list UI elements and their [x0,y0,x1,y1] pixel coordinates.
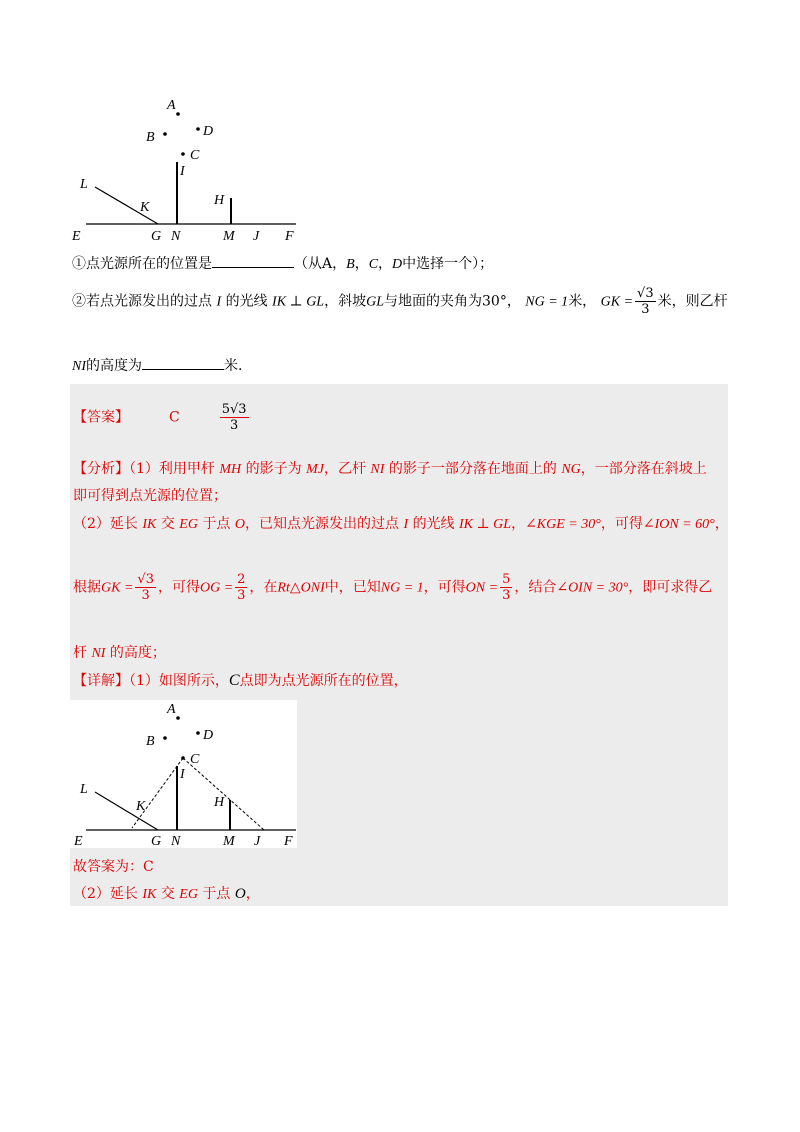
fig2-label-G: G [151,834,162,848]
fig2-label-E: E [74,834,83,848]
fig2-label-I: I [180,767,185,782]
analysis-line-1: 【分析】（1）利用甲杆 MH 的影子为 MJ，乙杆 NI 的影子一部分落在地面上的 NG，一部分落在斜坡上 [73,461,707,477]
fig2-label-M: M [223,834,235,848]
detail-line-2: （2）延长 IK 交 EG 于点 O， [73,886,260,902]
analysis-line-4: 根据GK = $\frac{√3}{3}$ ，可得OG = $\frac{2}{3}$ ，在Rt△ONI中，已知NG = 1，可得ON = $\frac{5}{3}$ ，结合∠OIN = 30°，即可求得乙 [73,572,713,603]
fig2-label-L: L [80,782,88,797]
figure-2 [70,700,297,848]
label-E: E [72,229,81,242]
label-N: N [171,229,181,242]
fig2-label-F: F [284,834,293,848]
analysis-line-2: 即可得到点光源的位置； [73,488,227,504]
analysis-line-5: 杆 NI 的高度； [73,645,166,661]
fig2-label-A: A [167,702,176,717]
label-K: K [140,200,150,215]
label-A: A [167,98,176,113]
label-H: H [214,193,225,208]
detail-line-1: 【详解】（1）如图所示，C点即为点光源所在的位置， [73,672,408,689]
label-F: F [285,229,294,242]
label-G: G [151,229,162,242]
analysis-line-3: （2）延长 IK 交 EG 于点 O，已知点光源发出的过点 I 的光线 IK ⊥ GL，∠KGE = 30°，可得∠ION = 60°， [73,516,729,532]
label-D: D [203,124,214,139]
question-1: ①点光源所在的位置是 （从A，B，C，D中选择一个）； [72,253,493,275]
label-J: J [253,229,260,242]
figure-1 [70,92,310,242]
fig2-label-B: B [146,734,155,749]
question-2-line2: NI的高度为 米. [72,355,242,377]
label-C: C [190,148,200,163]
label-L: L [80,177,88,192]
answer-line: 【答案】 C $\frac{5√3}{3}$ [73,402,247,433]
label-B: B [146,130,155,145]
fig2-label-C: C [190,752,200,767]
label-I: I [180,164,185,179]
fig2-label-K: K [136,799,146,814]
fig2-label-N: N [171,834,181,848]
fig2-label-J: J [254,834,261,848]
fig2-label-D: D [203,728,214,743]
label-M: M [223,229,235,242]
detail-answer-line: 故答案为：C [73,859,154,875]
question-2: ②若点光源发出的过点 I 的光线 IK ⊥ GL，斜坡GL与地面的夹角为30°， NG = 1米， GK = $\frac{√3}{3}$ 米，则乙杆 [72,286,728,317]
fig2-label-H: H [214,795,225,810]
